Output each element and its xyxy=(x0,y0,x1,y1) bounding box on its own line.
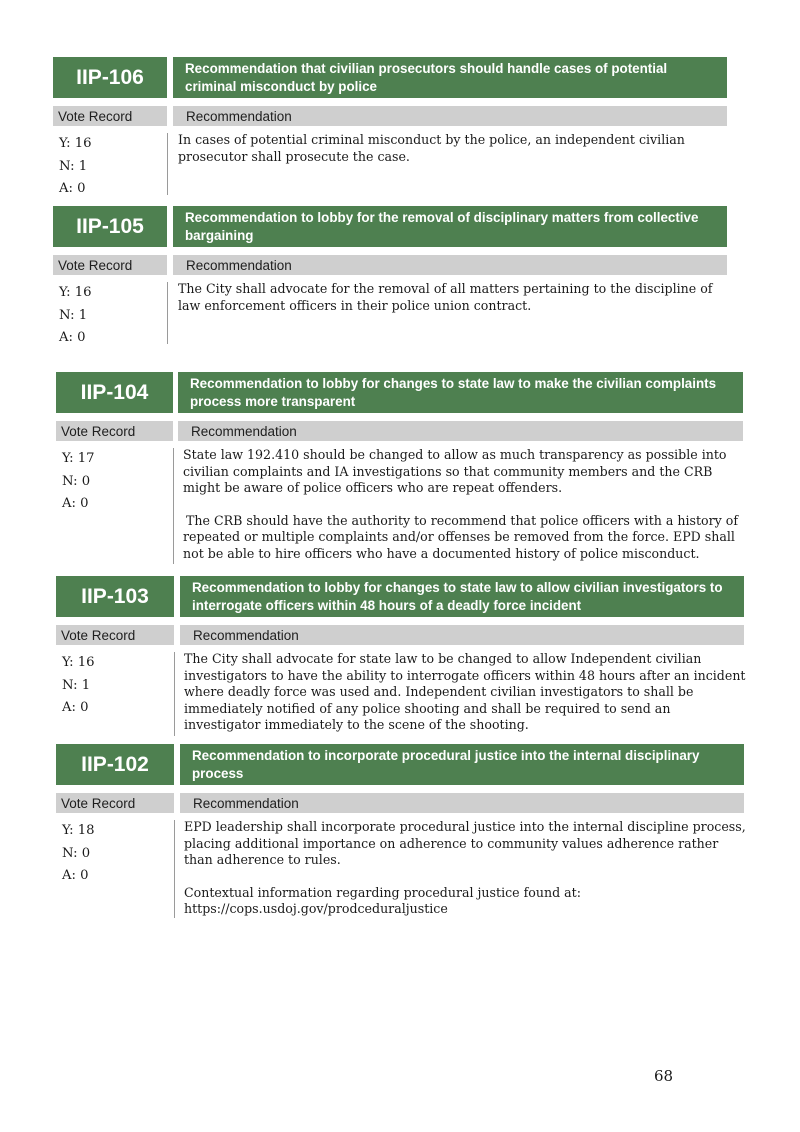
divider xyxy=(174,820,175,918)
section-code: IIP-106 xyxy=(53,57,167,98)
section-title: Recommendation to lobby for the removal of disciplinary matters from collective bargaining xyxy=(173,206,727,247)
no-count: N: 1 xyxy=(62,677,91,693)
vote-record-label: Vote Record xyxy=(53,106,167,126)
abstain-count: A: 0 xyxy=(59,181,86,196)
section-title: Recommendation to lobby for changes to state law to allow civilian investigators to interrogate officers within 48 hours of a deadly force incident xyxy=(180,576,744,617)
no-count: N: 1 xyxy=(59,158,88,174)
abstain-count: A: 0 xyxy=(62,700,89,715)
vote-counts xyxy=(59,133,92,201)
paragraph: Contextual information regarding procedural justice found at: https://cops.usdoj.gov/prodceduraljustice xyxy=(184,884,581,916)
paragraph: The CRB should have the authority to recommend that police officers with a history of repeated or multiple complaints and/or offenses be removed from the force. EPD shall not be able to hire officers who have a documented history of police misconduct. xyxy=(183,512,739,561)
recommendation-label: Recommendation xyxy=(173,255,727,275)
paragraph: In cases of potential criminal misconduct by the police, an independent civilian prosecutor shall prosecute the case. xyxy=(178,132,685,164)
recommendation-text xyxy=(183,447,745,562)
divider xyxy=(167,133,168,195)
vote-record-label: Vote Record xyxy=(56,421,173,441)
recommendation-text xyxy=(184,819,746,918)
section-title: Recommendation to incorporate procedural justice into the internal disciplinary process xyxy=(180,744,744,785)
vote-counts xyxy=(62,652,95,720)
paragraph: EPD leadership shall incorporate procedural justice into the internal discipline process, placing additional importance on adherence to community values adherence rather than adherence to rules. xyxy=(184,819,746,867)
section-title: Recommendation that civilian prosecutors should handle cases of potential criminal misconduct by police xyxy=(173,57,727,98)
recommendation-text xyxy=(178,132,728,165)
no-count: N: 0 xyxy=(62,473,91,489)
yes-count: Y: 16 xyxy=(59,136,92,151)
no-count: N: 0 xyxy=(62,845,91,861)
recommendation-label: Recommendation xyxy=(180,625,744,645)
abstain-count: A: 0 xyxy=(62,868,89,883)
divider xyxy=(174,652,175,736)
divider xyxy=(167,282,168,344)
yes-count: Y: 16 xyxy=(59,285,92,300)
recommendation-label: Recommendation xyxy=(178,421,743,441)
divider xyxy=(173,448,174,564)
section-code: IIP-105 xyxy=(53,206,167,247)
vote-counts xyxy=(59,282,92,350)
vote-counts xyxy=(62,448,95,516)
section-code: IIP-102 xyxy=(56,744,174,785)
vote-counts xyxy=(62,820,95,888)
recommendation-label: Recommendation xyxy=(173,106,727,126)
paragraph: The City shall advocate for state law to be changed to allow Independent civilian investigators to have the ability to interrogate officers within 48 hours after an incident where deadly force was used and. Independent civilian investigators to shall be immediately notified of any police shooting and shall be required to send an investigator immediately to the scene of the shooting. xyxy=(184,651,746,732)
paragraph: State law 192.410 should be changed to allow as much transparency as possible into civilian complaints and IA investigations so that community members and the CRB might be aware of police officers who are repeat offenders. xyxy=(183,447,727,495)
yes-count: Y: 17 xyxy=(62,451,95,466)
recommendation-text xyxy=(178,281,728,314)
no-count: N: 1 xyxy=(59,307,88,323)
vote-record-label: Vote Record xyxy=(53,255,167,275)
section-title: Recommendation to lobby for changes to state law to make the civilian complaints process more transparent xyxy=(178,372,743,413)
vote-record-label: Vote Record xyxy=(56,625,174,645)
section-code: IIP-104 xyxy=(56,372,173,413)
recommendation-text xyxy=(184,651,746,734)
vote-record-label: Vote Record xyxy=(56,793,174,813)
page-number: 68 xyxy=(654,1067,674,1085)
yes-count: Y: 18 xyxy=(62,823,95,838)
abstain-count: A: 0 xyxy=(62,496,89,511)
recommendation-label: Recommendation xyxy=(180,793,744,813)
paragraph: The City shall advocate for the removal of all matters pertaining to the discipline of law enforcement officers in their police union contract. xyxy=(178,281,713,313)
section-code: IIP-103 xyxy=(56,576,174,617)
abstain-count: A: 0 xyxy=(59,330,86,345)
yes-count: Y: 16 xyxy=(62,655,95,670)
